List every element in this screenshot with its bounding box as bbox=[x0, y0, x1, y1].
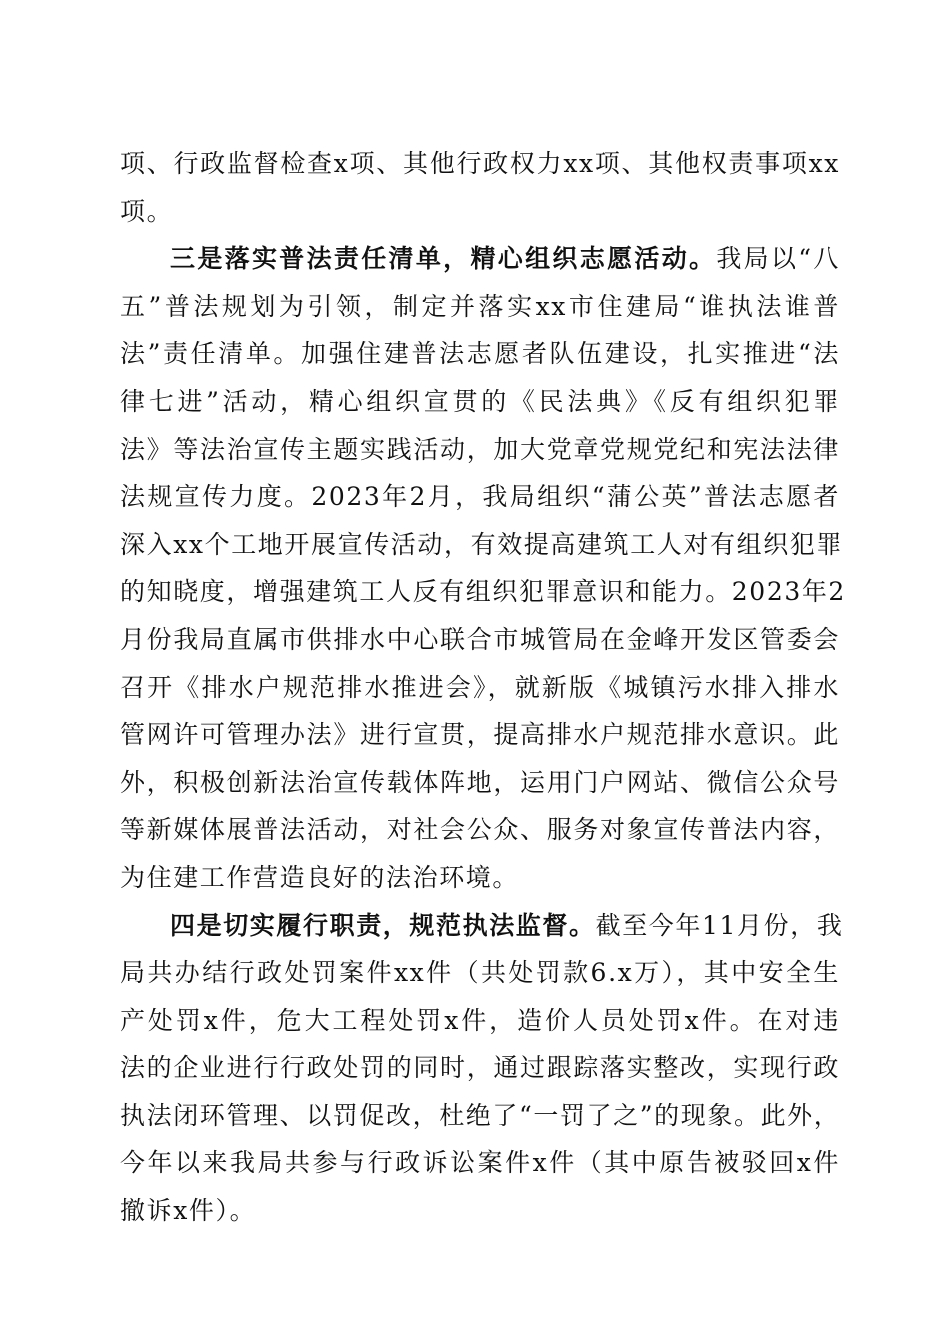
line-text: 撤诉x件）。 bbox=[120, 1196, 257, 1226]
document-page bbox=[120, 140, 846, 1235]
line-text: 今年以来我局共参与行政诉讼案件x件（其中原告被驳回x件 bbox=[120, 1148, 840, 1178]
line-text: 项、行政监督检查x项、其他行政权力xx项、其他权责事项xx bbox=[120, 149, 840, 178]
paragraph-line bbox=[120, 473, 840, 521]
line-text: 我局以“八 bbox=[716, 244, 840, 274]
line-text: 截至今年11月份，我 bbox=[595, 910, 844, 940]
line-text: 法规宣传力度。2023年2月，我局组织“蒲公英”普法志愿者 bbox=[120, 482, 840, 512]
line-text: 法”责任清单。加强住建普法志愿者队伍建设，扎实推进“法 bbox=[120, 339, 840, 369]
paragraph-line bbox=[120, 806, 840, 854]
paragraph-heading: 三是落实普法责任清单，精心组织志愿活动。 bbox=[170, 244, 717, 274]
paragraph-line bbox=[120, 664, 840, 712]
paragraph-line bbox=[120, 616, 840, 664]
paragraph-line bbox=[120, 902, 844, 950]
paragraph-line bbox=[120, 949, 840, 997]
paragraph-line bbox=[120, 521, 844, 569]
line-text: 产处罚x件，危大工程处罚x件，造价人员处罚x件。在对违 bbox=[120, 1005, 840, 1035]
line-text: 深入xx个工地开展宣传活动，有效提高建筑工人对有组织犯罪 bbox=[120, 529, 844, 559]
paragraph-line bbox=[120, 711, 840, 759]
paragraph-line bbox=[120, 568, 846, 616]
line-text: 法》等法治宣传主题实践活动，加大党章党规党纪和宪法法律 bbox=[120, 434, 840, 464]
line-text: 召开《排水户规范排水推进会》，就新版《城镇污水排入排水 bbox=[120, 672, 840, 702]
paragraph-line bbox=[120, 140, 840, 188]
line-text: 法的企业进行行政处罚的同时，通过跟踪落实整改，实现行政 bbox=[120, 1053, 840, 1083]
paragraph-line bbox=[120, 1187, 840, 1235]
line-text: 执法闭环管理、以罚促改，杜绝了“一罚了之”的现象。此外， bbox=[120, 1100, 841, 1130]
paragraph-line bbox=[120, 997, 840, 1045]
paragraph-line bbox=[120, 1139, 840, 1187]
line-text: 月份我局直属市供排水中心联合市城管局在金峰开发区管委会 bbox=[120, 624, 840, 654]
line-text: 律七进”活动，精心组织宣贯的《民法典》《反有组织犯罪 bbox=[120, 386, 840, 416]
line-text: 等新媒体展普法活动，对社会公众、服务对象宣传普法内容， bbox=[120, 815, 840, 845]
paragraph-heading: 四是切实履行职责，规范执法监督。 bbox=[170, 910, 596, 940]
line-text: 为住建工作营造良好的法治环境。 bbox=[120, 862, 520, 892]
line-text: 管网许可管理办法》进行宣贯，提高排水户规范排水意识。此 bbox=[120, 720, 840, 750]
paragraph-line bbox=[120, 426, 840, 474]
paragraph-line bbox=[120, 1092, 840, 1140]
paragraph-line bbox=[120, 235, 840, 283]
line-text: 项。 bbox=[120, 196, 174, 226]
line-text: 的知晓度，增强建筑工人反有组织犯罪意识和能力。2023年2 bbox=[120, 577, 846, 607]
line-text: 局共办结行政处罚案件xx件（共处罚款6.x万），其中安全生 bbox=[120, 958, 840, 988]
line-text: 五”普法规划为引领，制定并落实xx市住建局“谁执法谁普 bbox=[120, 291, 840, 321]
paragraph-line bbox=[120, 759, 840, 807]
line-text: 外，积极创新法治宣传载体阵地，运用门户网站、微信公众号 bbox=[120, 767, 840, 797]
paragraph-line bbox=[120, 188, 840, 236]
paragraph-line bbox=[120, 378, 840, 426]
paragraph-line bbox=[120, 1044, 840, 1092]
paragraph-line bbox=[120, 854, 840, 902]
paragraph-line bbox=[120, 283, 840, 331]
paragraph-line bbox=[120, 330, 840, 378]
